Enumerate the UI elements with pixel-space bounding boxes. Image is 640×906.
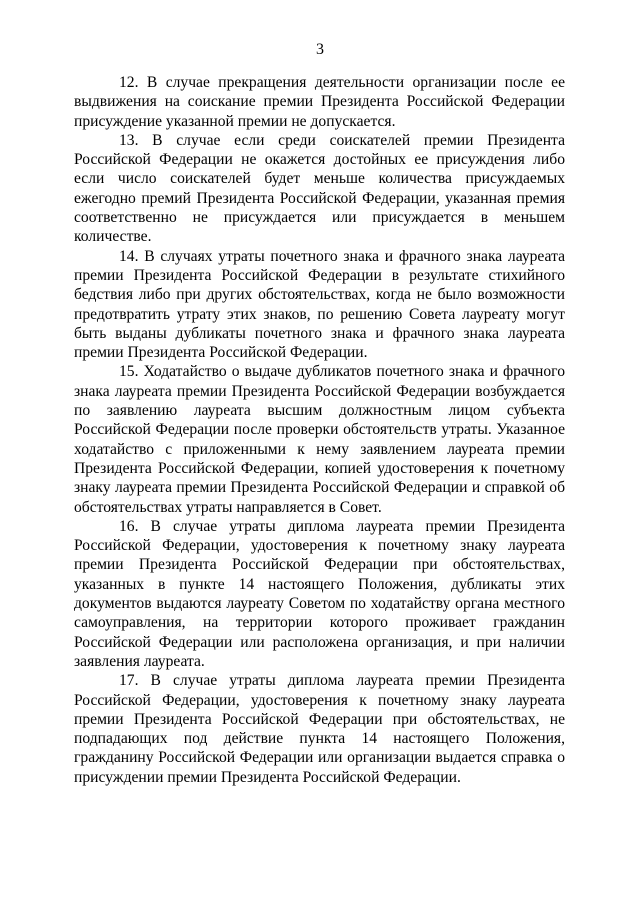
paragraph-14: 14. В случаях утраты почетного знака и фрачного знака лауреата премии Президента Российской Федерации в результате стихийного бедствия либо при других обстоятельствах, когда не было возможности предотвратить утрату этих знаков, по решению Совета лауреату могут быть выданы дубликаты почетного знака и фрачного знака лауреата премии Президента Российской Федерации. <box>74 247 565 362</box>
paragraph-17: 17. В случае утраты диплома лауреата премии Президента Российской Федерации, удостоверения к почетному знаку лауреата премии Президента Российской Федерации при обстоятельствах, не подпадающих под действие пункта 14 настоящего Положения, гражданину Российской Федерации или организации выдается справка о присуждении премии Президента Российской Федерации. <box>74 672 565 786</box>
paragraph-16: 16. В случае утраты диплома лауреата премии Президента Российской Федерации, удостоверения к почетному знаку лауреата премии Президента Российской Федерации при обстоятельствах, указанных в пункте 14 настоящего Положения, дубликаты этих документов выдаются лауреату Советом по ходатайству органа местного самоуправления, на территории которого проживает гражданин Российской Федерации или расположена организация, и при наличии заявления лауреата. <box>74 517 565 670</box>
page-number: 3 <box>316 41 324 58</box>
paragraph-15: 15. Ходатайство о выдаче дубликатов почетного знака и фрачного знака лауреата премии Президента Российской Федерации возбуждается по заявлению лауреата высшим должностным лицом субъекта Российской Федерации после проверки обстоятельств утраты. Указанное ходатайство с приложенными к нему заявлением лауреата премии Президента Российской Федерации, копией удостоверения к почетному знаку лауреата премии Президента Российской Федерации и справкой об обстоятельствах утраты направляется в Совет. <box>74 363 565 516</box>
document-body <box>74 73 565 787</box>
paragraph-12: 12. В случае прекращения деятельности организации после ее выдвижения на соискание премии Президента Российской Федерации присуждение указанной премии не допускается. <box>74 74 565 130</box>
paragraph-13: 13. В случае если среди соискателей премии Президента Российской Федерации не окажется достойных ее присуждения либо если число соискателей будет меньше количества присуждаемых ежегодно премий Президента Российской Федерации, указанная премия соответственно не присуждается или присуждается в меньшем количестве. <box>74 131 565 246</box>
